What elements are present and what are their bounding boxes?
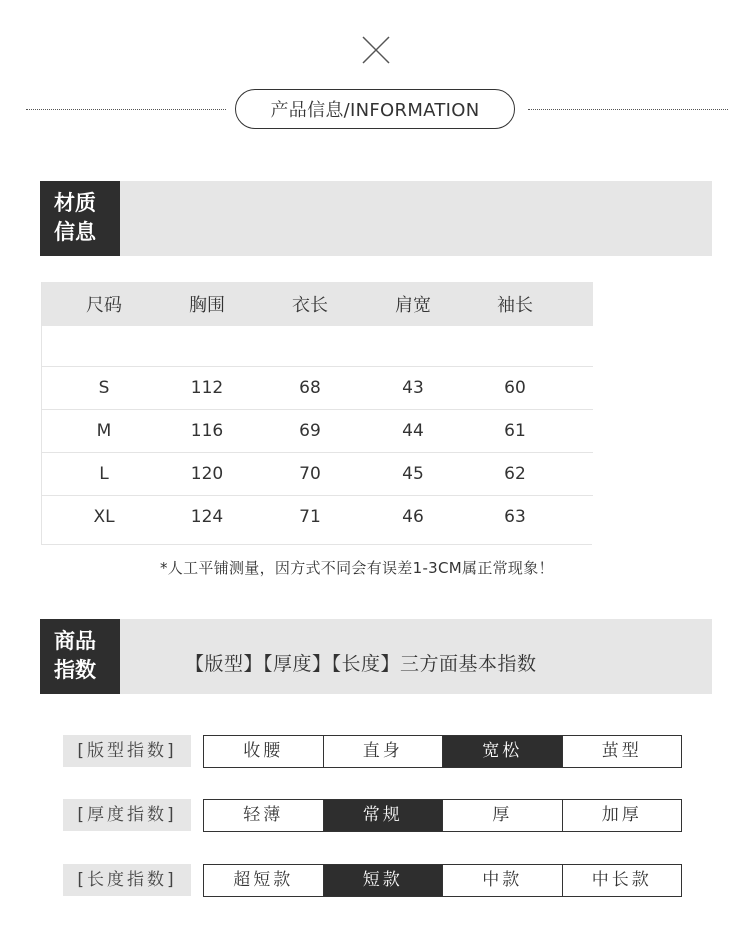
header-size: 尺码 (86, 295, 122, 316)
cell-length: 70 (299, 464, 321, 484)
cell-chest: 116 (190, 421, 224, 441)
cell-shoulder: 45 (402, 464, 424, 484)
thickness-option[interactable]: 轻薄 (204, 800, 323, 831)
divider-left (26, 109, 226, 110)
length-option[interactable]: 超短款 (204, 865, 323, 896)
table-row (42, 496, 593, 539)
cell-sleeve: 61 (504, 421, 526, 441)
cell-length: 68 (299, 378, 321, 398)
thickness-option[interactable]: 加厚 (562, 800, 682, 831)
divider-right (528, 109, 728, 110)
cell-shoulder: 46 (402, 507, 424, 527)
cell-size: XL (93, 507, 115, 527)
cell-size: M (96, 421, 112, 441)
length-option-selected[interactable]: 短款 (323, 865, 443, 896)
index-section-label: 商品 指数 (40, 619, 120, 694)
thickness-option[interactable]: 厚 (442, 800, 562, 831)
table-row (42, 367, 593, 410)
header-length: 衣长 (292, 295, 328, 316)
close-icon[interactable] (360, 34, 392, 66)
cell-sleeve: 63 (504, 507, 526, 527)
cell-size: L (99, 464, 109, 484)
length-option[interactable]: 中款 (442, 865, 562, 896)
cell-chest: 112 (190, 378, 224, 398)
header-shoulder: 肩宽 (395, 295, 431, 316)
material-section-label: 材质 信息 (40, 181, 120, 256)
index-description: 【版型】【厚度】【长度】三方面基本指数 (185, 653, 537, 675)
table-row (42, 410, 593, 453)
page-title: 产品信息/INFORMATION (235, 89, 515, 129)
header-chest: 胸围 (189, 295, 225, 316)
cell-chest: 124 (190, 507, 224, 527)
size-table-header (42, 282, 593, 326)
fit-index-label: [版型指数] (63, 735, 191, 767)
cell-sleeve: 62 (504, 464, 526, 484)
table-row-empty (42, 326, 593, 367)
index-section-bar (40, 619, 712, 694)
thickness-index-label: [厚度指数] (63, 799, 191, 831)
length-option[interactable]: 中长款 (562, 865, 682, 896)
thickness-index-options (203, 799, 682, 832)
fit-option-selected[interactable]: 宽松 (442, 736, 562, 767)
length-index-options (203, 864, 682, 897)
fit-option[interactable]: 直身 (323, 736, 443, 767)
fit-index-options (203, 735, 682, 768)
fit-option[interactable]: 收腰 (204, 736, 323, 767)
thickness-option-selected[interactable]: 常规 (323, 800, 443, 831)
material-section-bar (40, 181, 712, 256)
cell-chest: 120 (190, 464, 224, 484)
cell-shoulder: 43 (402, 378, 424, 398)
length-index-label: [长度指数] (63, 864, 191, 896)
size-table (41, 282, 592, 545)
fit-option[interactable]: 茧型 (562, 736, 682, 767)
table-row (42, 453, 593, 496)
cell-length: 69 (299, 421, 321, 441)
cell-sleeve: 60 (504, 378, 526, 398)
cell-size: S (98, 378, 110, 398)
header-sleeve: 袖长 (497, 295, 533, 316)
cell-length: 71 (299, 507, 321, 527)
cell-shoulder: 44 (402, 421, 424, 441)
measurement-note: *人工平铺测量，因方式不同会有误差1-3CM属正常现象！ (160, 559, 554, 577)
